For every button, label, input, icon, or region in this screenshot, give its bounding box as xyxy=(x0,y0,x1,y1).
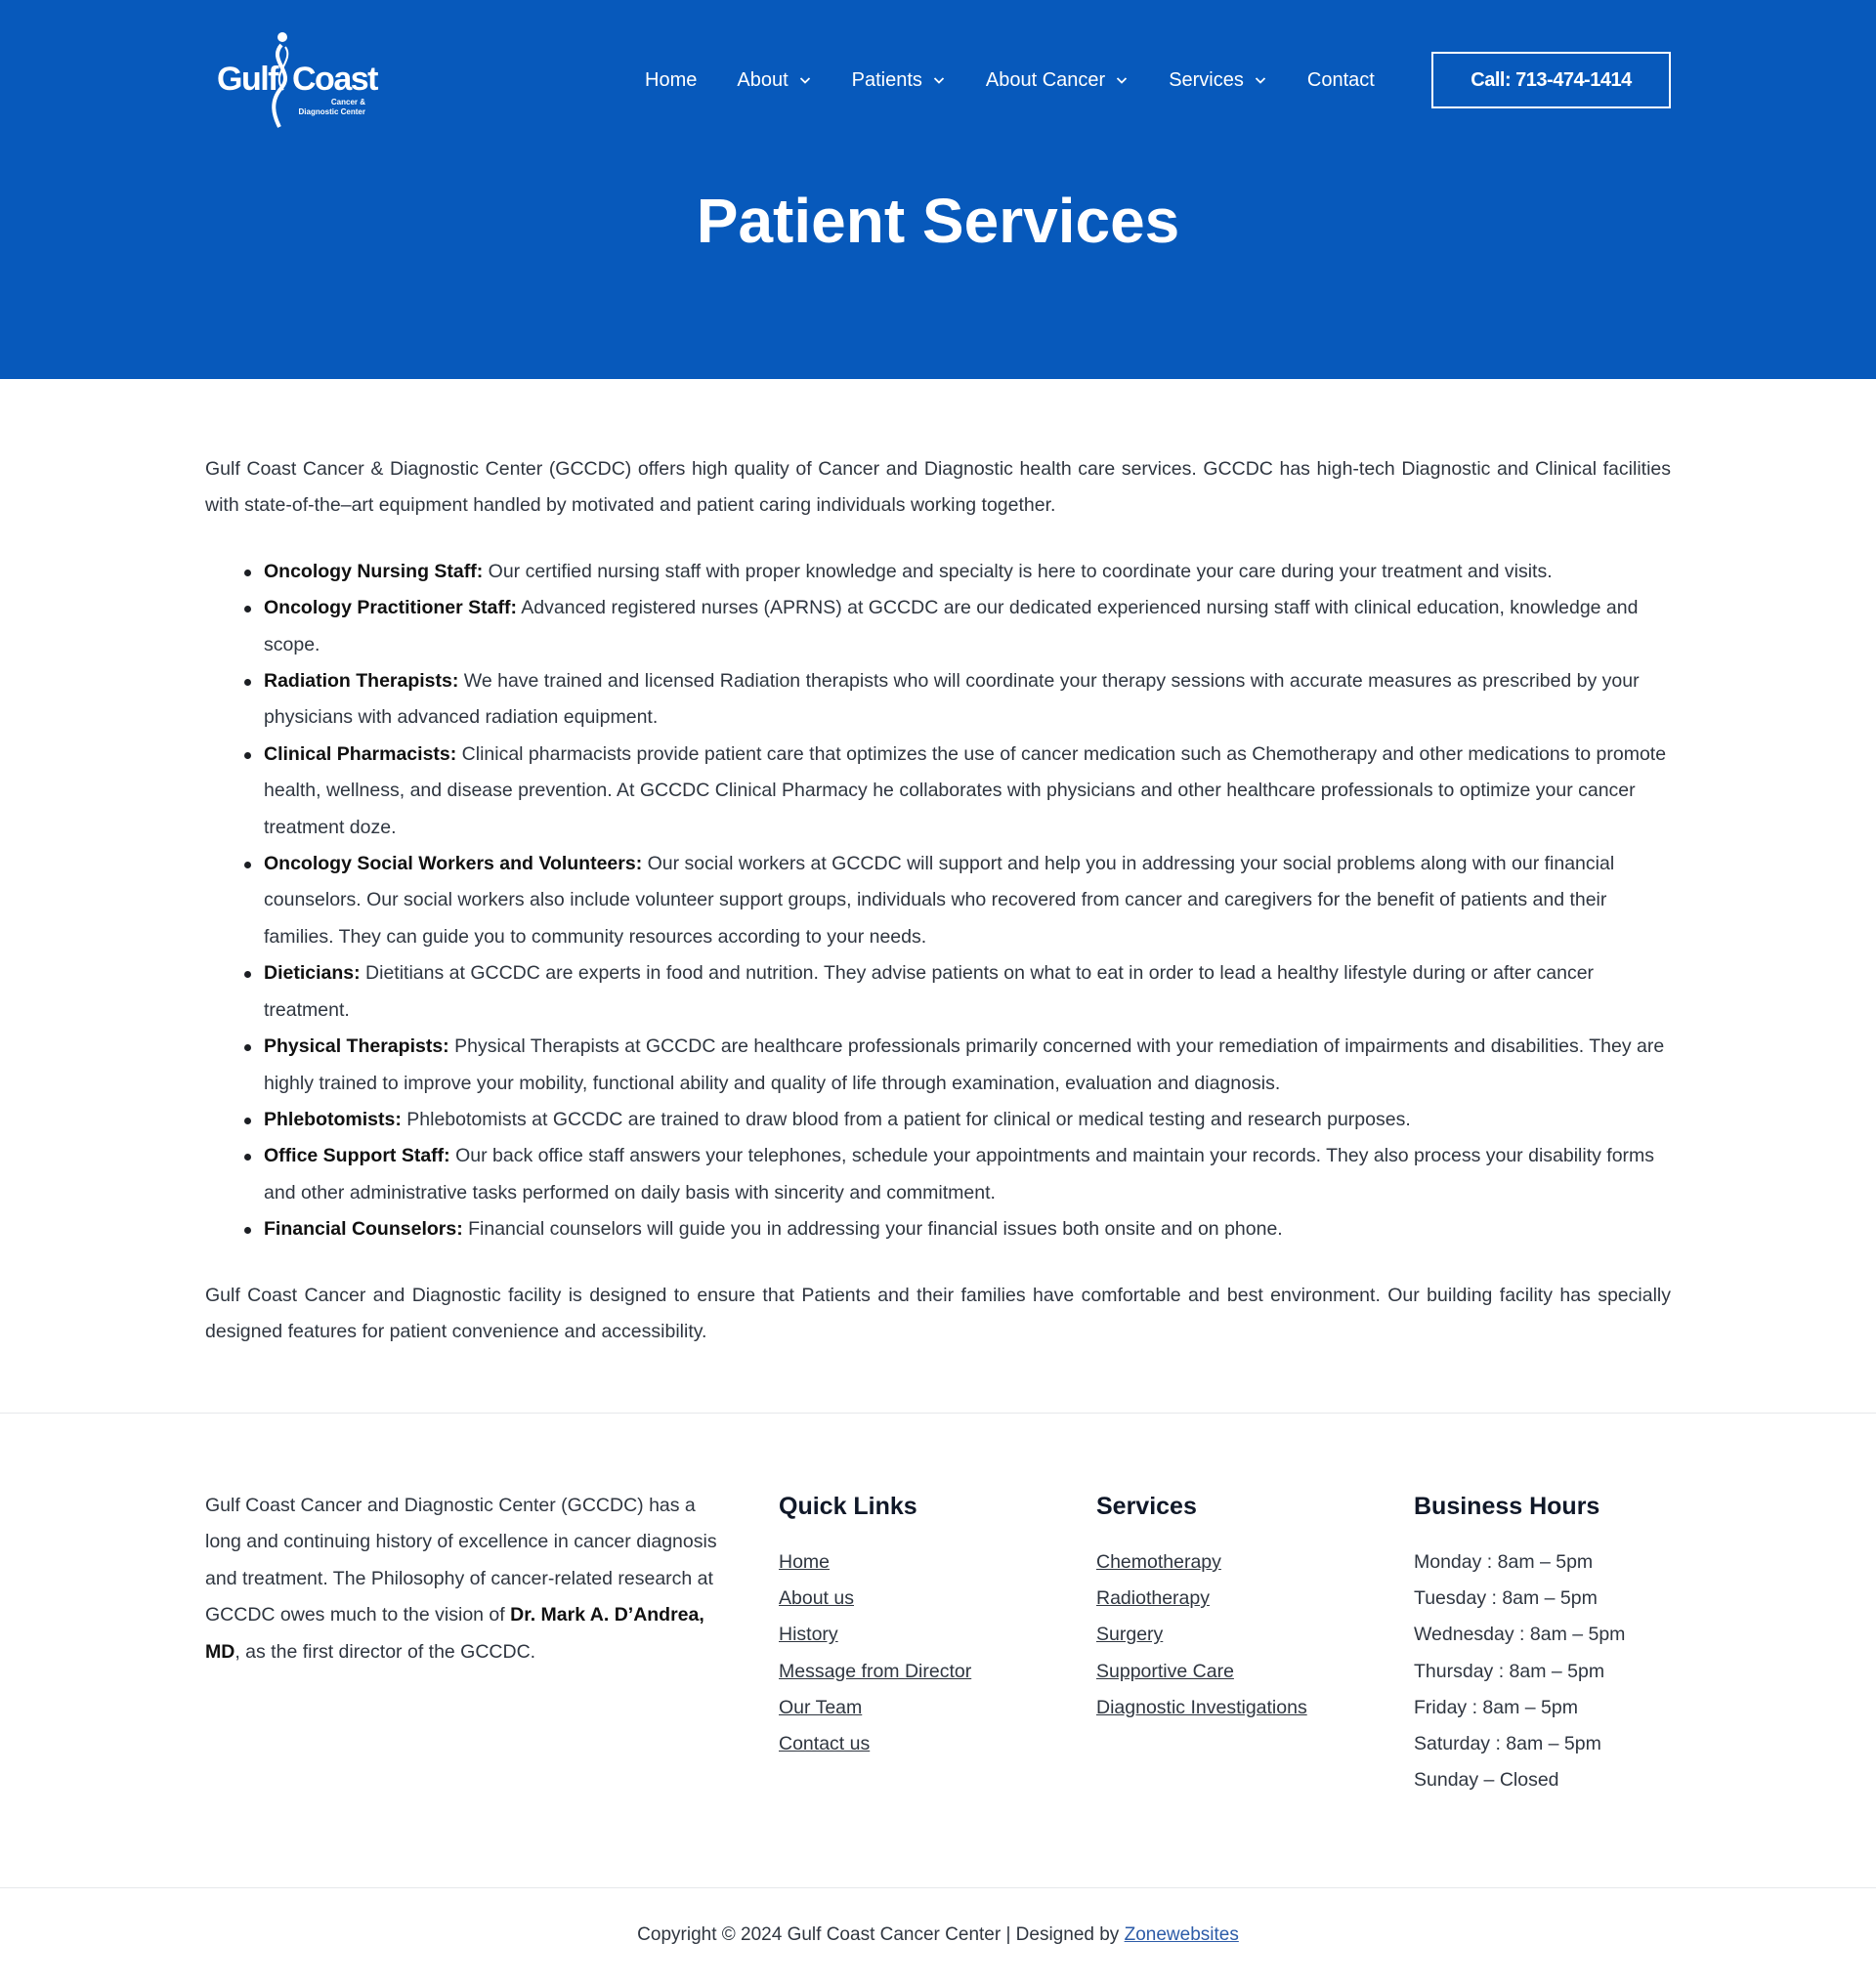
service-item xyxy=(264,663,1671,737)
director-name: Dr. Mark A. D’Andrea, MD xyxy=(205,1604,704,1663)
call-button[interactable]: Call: 713-474-1414 xyxy=(1431,52,1671,108)
service-description: Physical Therapists at GCCDC are healthcare professionals primarily concerned with your remediation of impairments and disabilities. They are highly trained to improve your mobility, functional ability and quality of life through examination, evaluation and diagnosis. xyxy=(264,1035,1665,1094)
service-item xyxy=(264,1211,1671,1247)
services-links-list xyxy=(1096,1544,1307,1726)
service-item xyxy=(264,846,1671,955)
copyright-divider xyxy=(0,1887,1876,1888)
service-link-radiotherapy[interactable]: Radiotherapy xyxy=(1096,1587,1210,1610)
hours-friday-8am-5pm: Friday : 8am – 5pm xyxy=(1414,1696,1578,1718)
footer-divider xyxy=(0,1413,1876,1414)
nav-item-label: Patients xyxy=(851,68,922,91)
quick-link-contact-us[interactable]: Contact us xyxy=(779,1733,871,1755)
nav-item-label: About Cancer xyxy=(985,68,1106,91)
site-logo[interactable] xyxy=(215,29,377,131)
service-item xyxy=(264,955,1671,1029)
footer-about-after: , as the first director of the GCCDC. xyxy=(234,1640,536,1663)
copyright-text: Copyright © 2024 Gulf Coast Cancer Center | Designed by xyxy=(637,1924,1125,1945)
logo-word-coast: Coast xyxy=(292,61,377,98)
logo-tagline: Cancer & Diagnostic Center xyxy=(298,98,365,116)
quick-link-our-team[interactable]: Our Team xyxy=(779,1696,863,1718)
nav-item-patients[interactable] xyxy=(852,69,946,92)
service-description: Financial counselors will guide you in addressing your financial issues both onsite and on phone. xyxy=(462,1218,1283,1241)
page-title: Patient Services xyxy=(696,186,1180,256)
quick-link-message-from-director[interactable]: Message from Director xyxy=(779,1660,972,1682)
nav-item-label: About xyxy=(737,68,789,91)
intro-paragraph: Gulf Coast Cancer & Diagnostic Center (GCCDC) offers high quality of Cancer and Diagnostic health care services. GCCDC has high-tech Diagnostic and Clinical facilities with state-of-the–art equipment handled by motivated and patient caring individuals working together. xyxy=(205,458,1671,517)
service-term: Clinical Pharmacists: xyxy=(264,742,457,765)
hours-tuesday-8am-5pm: Tuesday : 8am – 5pm xyxy=(1414,1587,1598,1610)
service-term: Oncology Nursing Staff: xyxy=(264,560,484,582)
nav-item-contact[interactable] xyxy=(1307,69,1375,92)
footer-about-before: Gulf Coast Cancer and Diagnostic Center (GCCDC) has a long and continuing history of excellence in cancer diagnosis and treatment. The Philosophy of cancer-related research at GCCDC owes much to the vision of xyxy=(205,1495,717,1626)
quick-links-list xyxy=(779,1544,971,1762)
service-item xyxy=(264,737,1671,846)
business-hours-title: Business Hours xyxy=(1414,1493,1600,1520)
service-description: Our social workers at GCCDC will support and help you in addressing your social problems along with our financial counselors. Our social workers also include volunteer support groups, individuals who recovered from cancer and caregivers for the benefit of patients and their families. They can guide you to community resources according to your needs. xyxy=(264,853,1615,948)
nav-item-services[interactable] xyxy=(1169,69,1267,92)
service-description: Our certified nursing staff with proper knowledge and specialty is here to coordinate your care during your treatment and visits. xyxy=(483,560,1553,582)
copyright-bar xyxy=(0,1921,1876,1950)
service-item xyxy=(264,1029,1671,1102)
hours-sunday-closed: Sunday – Closed xyxy=(1414,1769,1559,1792)
service-term: Financial Counselors: xyxy=(264,1218,463,1241)
designer-credit-link[interactable]: Zonewebsites xyxy=(1124,1924,1239,1945)
service-link-diagnostic-investigations[interactable]: Diagnostic Investigations xyxy=(1096,1696,1307,1718)
quick-link-about-us[interactable]: About us xyxy=(779,1587,854,1610)
service-description: We have trained and licensed Radiation therapists who will coordinate your therapy sessions with accurate measures as prescribed by your physicians with advanced radiation equipment. xyxy=(264,670,1640,729)
nav-item-label: Home xyxy=(645,68,698,91)
hours-wednesday-8am-5pm: Wednesday : 8am – 5pm xyxy=(1414,1624,1626,1646)
service-description: Our back office staff answers your telephones, schedule your appointments and maintain your records. They also process your disability forms and other administrative tasks performed on daily basis with sincerity and commitment. xyxy=(264,1145,1655,1204)
service-term: Physical Therapists: xyxy=(264,1035,449,1058)
service-term: Oncology Social Workers and Volunteers: xyxy=(264,853,643,875)
nav-item-home[interactable] xyxy=(645,69,697,92)
chevron-down-icon xyxy=(1254,73,1267,87)
nav-item-label: Services xyxy=(1169,68,1244,91)
services-title: Services xyxy=(1096,1493,1197,1520)
services-column xyxy=(1096,1487,1307,1726)
service-link-surgery[interactable]: Surgery xyxy=(1096,1624,1164,1646)
service-item xyxy=(264,1102,1671,1138)
nav-item-about-cancer[interactable] xyxy=(986,69,1129,92)
chevron-down-icon xyxy=(1115,73,1129,87)
service-term: Office Support Staff: xyxy=(264,1145,450,1167)
nav-item-label: Contact xyxy=(1306,68,1375,91)
service-term: Oncology Practitioner Staff: xyxy=(264,597,517,619)
hours-thursday-8am-5pm: Thursday : 8am – 5pm xyxy=(1414,1660,1605,1682)
hours-monday-8am-5pm: Monday : 8am – 5pm xyxy=(1414,1551,1594,1573)
quick-links-title: Quick Links xyxy=(779,1493,917,1520)
quick-link-home[interactable]: Home xyxy=(779,1551,831,1573)
services-list xyxy=(205,554,1671,1248)
chevron-down-icon xyxy=(932,73,946,87)
nav-item-about[interactable] xyxy=(737,69,811,92)
site-header xyxy=(0,0,1876,379)
service-item xyxy=(264,1138,1671,1211)
service-description: Dietitians at GCCDC are experts in food and nutrition. They advise patients on what to eat in order to lead a healthy lifestyle during or after cancer treatment. xyxy=(264,962,1595,1021)
service-item xyxy=(264,554,1671,590)
service-link-supportive-care[interactable]: Supportive Care xyxy=(1096,1660,1234,1682)
service-term: Radiation Therapists: xyxy=(264,670,459,693)
service-term: Dieticians: xyxy=(264,962,361,985)
business-hours-list xyxy=(1414,1544,1625,1798)
quick-link-history[interactable]: History xyxy=(779,1624,838,1646)
service-description: Advanced registered nurses (APRNS) at GCCDC are our dedicated experienced nursing staff with clinical education, knowledge and scope. xyxy=(264,597,1639,655)
quick-links-column xyxy=(779,1487,971,1762)
service-description: Clinical pharmacists provide patient care that optimizes the use of cancer medication such as Chemotherapy and other medications to promote health, wellness, and disease prevention. At GCCDC Clinical Pharmacy he collaborates with physicians and other healthcare professionals to optimize your cancer treatment doze. xyxy=(264,742,1667,838)
outro-paragraph: Gulf Coast Cancer and Diagnostic facility is designed to ensure that Patients and their families have comfortable and best environment. Our building facility has specially designed features for patient convenience and accessibility. xyxy=(205,1284,1671,1342)
footer-about-text xyxy=(205,1488,723,1670)
chevron-down-icon xyxy=(798,73,812,87)
logo-word-gulf: Gulf xyxy=(217,61,277,98)
main-content xyxy=(205,451,1671,1350)
service-description: Phlebotomists at GCCDC are trained to draw blood from a patient for clinical or medical testing and research purposes. xyxy=(401,1108,1411,1130)
business-hours-column xyxy=(1414,1487,1625,1798)
main-nav xyxy=(645,64,1415,96)
service-item xyxy=(264,590,1671,663)
hours-saturday-8am-5pm: Saturday : 8am – 5pm xyxy=(1414,1733,1601,1755)
service-term: Phlebotomists: xyxy=(264,1108,402,1130)
service-link-chemotherapy[interactable]: Chemotherapy xyxy=(1096,1551,1221,1573)
